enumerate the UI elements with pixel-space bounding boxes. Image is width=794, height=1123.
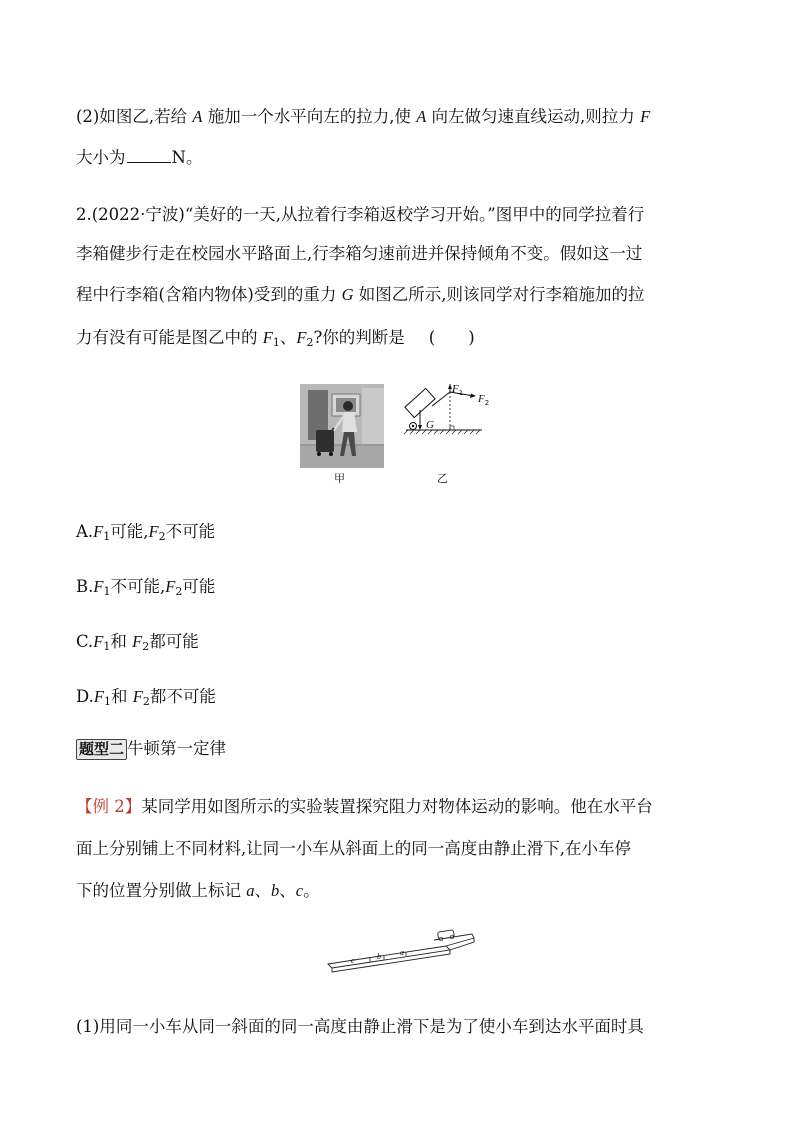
text: 如图乙所示,则该同学对行李箱施加的拉: [353, 285, 645, 304]
var: a: [400, 948, 404, 957]
text: 下的位置分别做上标记: [76, 881, 247, 900]
question-2-line-1: 2.(2022·宁波)“美好的一天,从拉着行李箱返校学习开始。”图甲中的同学拉着行: [76, 205, 645, 224]
option-c[interactable]: [76, 631, 199, 653]
var: F: [132, 687, 143, 706]
var-a: A: [192, 107, 203, 126]
option-letter: B.: [76, 577, 94, 596]
text: 、: [254, 881, 271, 900]
text: 、: [279, 328, 297, 347]
text: 可能,: [110, 522, 149, 541]
var: F: [478, 393, 485, 405]
var: F: [93, 522, 104, 541]
option-d[interactable]: [76, 686, 216, 708]
var: a: [246, 881, 255, 900]
question-1-part-2-line-1: [76, 106, 650, 128]
text: (2)如图乙,若给: [76, 107, 193, 126]
var-f2: F: [296, 328, 307, 347]
example-2-line-2: 面上分别铺上不同材料,让同一小车从斜面上的同一高度由静止滑下,在小车停: [76, 839, 631, 858]
var: c: [295, 881, 304, 900]
subscript: 2: [142, 695, 150, 708]
mark-c: [351, 956, 355, 965]
option-b[interactable]: [76, 576, 215, 598]
var: F: [452, 383, 459, 395]
text: 力有没有可能是图乙中的: [76, 328, 263, 347]
text: ?你的判断是: [313, 328, 405, 347]
text: 和: [110, 632, 133, 651]
subscript: 1: [103, 695, 111, 708]
var-a: A: [416, 107, 427, 126]
text: 不可能: [165, 522, 216, 541]
question-1-part-2-line-2: [76, 147, 202, 169]
answer-blank[interactable]: [127, 148, 171, 163]
text: 。: [303, 881, 320, 900]
subscript: 1: [103, 640, 111, 653]
caption-yi: 乙: [437, 472, 448, 485]
subscript: 1: [458, 389, 464, 397]
example-label: 【例 2】: [76, 797, 142, 816]
option-letter: D.: [76, 687, 94, 706]
question-2-line-4: [76, 327, 475, 349]
subscript: 2: [306, 336, 314, 349]
example-2-part-1: (1)用同一小车从同一斜面的同一高度由静止滑下是为了使小车到达水平面时具: [76, 1017, 644, 1036]
option-letter: C.: [76, 632, 94, 651]
text: 向左做匀速直线运动,则拉力: [426, 107, 641, 126]
photo-student-with-luggage: [300, 384, 384, 468]
var: F: [93, 687, 104, 706]
var: c: [351, 956, 355, 965]
text: 大小为: [76, 148, 126, 167]
caption-jia: 甲: [334, 472, 345, 485]
var-f: F: [640, 107, 651, 126]
text: 施加一个水平向左的拉力,使: [202, 107, 417, 126]
option-a[interactable]: [76, 521, 215, 543]
subscript: 2: [175, 585, 183, 598]
question-2-line-2: 李箱健步行走在校园水平路面上,行李箱匀速前进并保持倾角不变。假如这一过: [76, 244, 643, 263]
label-f1: [452, 382, 463, 395]
label-g: [426, 418, 434, 431]
section-tag: 题型二: [76, 739, 127, 760]
subscript: 2: [484, 399, 490, 407]
subscript: 1: [103, 585, 111, 598]
label-f2: [478, 392, 489, 405]
option-letter: A.: [76, 522, 94, 541]
text: 都不可能: [149, 687, 216, 706]
var: F: [93, 632, 104, 651]
text: 、: [279, 881, 296, 900]
subscript: 2: [142, 640, 150, 653]
var: F: [132, 632, 143, 651]
text: N。: [171, 148, 203, 167]
mark-a: [400, 948, 404, 957]
text: 都可能: [149, 632, 199, 651]
var: G: [426, 419, 434, 431]
question-2-line-3: [76, 284, 645, 306]
text: 某同学用如图所示的实验装置探究阻力对物体运动的影响。他在水平台: [141, 797, 653, 816]
subscript: 2: [158, 530, 166, 543]
section-title: 牛顿第一定律: [127, 739, 227, 758]
text: 不可能,: [110, 577, 166, 596]
section-heading: [76, 738, 226, 760]
var-g: G: [341, 285, 354, 304]
var: b: [271, 881, 280, 900]
mark-b: [377, 952, 381, 961]
text: 可能: [182, 577, 216, 596]
example-2-line-3: [76, 880, 320, 902]
subscript: 1: [272, 336, 280, 349]
var: F: [165, 577, 176, 596]
var-f1: F: [262, 328, 273, 347]
subscript: 1: [103, 530, 111, 543]
example-2-line-1: [76, 796, 653, 818]
answer-bracket[interactable]: ( ): [428, 328, 475, 347]
var: b: [377, 952, 381, 961]
text: 和: [110, 687, 133, 706]
var: F: [148, 522, 159, 541]
var: F: [93, 577, 104, 596]
text: 程中行李箱(含箱内物体)受到的重力: [76, 285, 342, 304]
